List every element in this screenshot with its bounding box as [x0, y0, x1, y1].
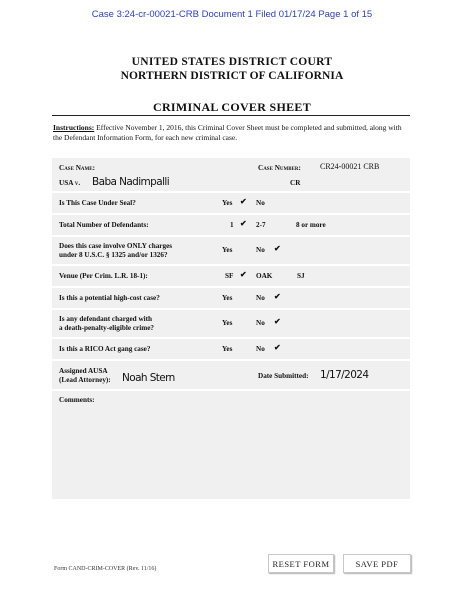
case-name-field[interactable]: Baba Nadimpalli [92, 176, 170, 188]
case-name-prefix: USA v. [59, 179, 81, 187]
instructions [53, 123, 409, 142]
ausa-label-2: (Lead Attorney): [59, 376, 111, 384]
sealed-yes-option[interactable]: Yes [222, 199, 233, 207]
ausa-field[interactable]: Noah Stern [122, 372, 175, 384]
death-penalty-label-1: Is any defendant charged with [59, 315, 153, 323]
venue-oak-option[interactable]: OAK [256, 272, 273, 280]
rico-no-option[interactable]: No [256, 345, 265, 353]
usc-yes-option[interactable]: Yes [222, 246, 233, 254]
case-number-field[interactable]: CR24-00021 CRB [320, 162, 380, 171]
case-info-row [52, 158, 410, 191]
ausa-row [52, 361, 410, 389]
defendants-opt-2-7[interactable]: 2-7 [256, 221, 266, 229]
case-header-stamp: Case 3:24-cr-00021-CRB Document 1 Filed 01/17/24 Page 1 of 15 [91, 9, 373, 20]
death-penalty-label-2: a death-penalty-eligible crime? [59, 324, 155, 332]
death-penalty-row [52, 310, 410, 337]
defendants-opt-8-plus[interactable]: 8 or more [296, 221, 326, 229]
usc-row [52, 237, 410, 264]
usc-label-1: Does this case involve ONLY charges [59, 242, 173, 250]
death-penalty-no-check-icon[interactable]: ✔ [274, 317, 281, 326]
title-divider [52, 115, 410, 116]
case-number-cr: CR [290, 179, 301, 187]
comments-area[interactable] [52, 391, 410, 499]
rico-no-check-icon[interactable]: ✔ [274, 343, 281, 352]
sealed-label: Is This Case Under Seal? [59, 199, 136, 207]
usc-no-option[interactable]: No [256, 246, 265, 254]
court-district: NORTHERN DISTRICT OF CALIFORNIA [120, 70, 344, 82]
ausa-label-1: Assigned AUSA [59, 367, 108, 375]
usc-no-check-icon[interactable]: ✔ [274, 244, 281, 253]
defendants-opt-1[interactable]: 1 [230, 221, 234, 229]
court-name: UNITED STATES DISTRICT COURT [131, 56, 333, 68]
high-cost-no-option[interactable]: No [256, 294, 265, 302]
comments-label: Comments: [59, 396, 95, 404]
date-submitted-label: Date Submitted: [258, 372, 309, 380]
defendants-label: Total Number of Defendants: [59, 221, 149, 229]
sealed-no-option[interactable]: No [256, 199, 265, 207]
high-cost-row [52, 288, 410, 308]
venue-row [52, 266, 410, 286]
rico-yes-option[interactable]: Yes [222, 345, 233, 353]
venue-sf-option[interactable]: SF [225, 272, 234, 280]
death-penalty-no-option[interactable]: No [256, 319, 265, 327]
high-cost-yes-option[interactable]: Yes [222, 294, 233, 302]
save-pdf-button[interactable]: SAVE PDF [343, 554, 411, 573]
venue-sf-check-icon[interactable]: ✔ [240, 270, 247, 279]
date-submitted-field[interactable]: 1/17/2024 [320, 369, 369, 381]
defendants-row [52, 215, 410, 235]
case-name-label: Case Name: [59, 164, 95, 172]
form-footer: Form CAND-CRIM-COVER (Rev. 11/16) [54, 566, 157, 572]
page-title: CRIMINAL COVER SHEET [152, 100, 312, 114]
death-penalty-yes-option[interactable]: Yes [222, 319, 233, 327]
venue-label: Venue (Per Crim. L.R. 18-1): [59, 272, 148, 280]
venue-sj-option[interactable]: SJ [297, 272, 305, 280]
high-cost-no-check-icon[interactable]: ✔ [274, 292, 281, 301]
rico-label: Is this a RICO Act gang case? [59, 345, 151, 353]
sealed-yes-check-icon[interactable]: ✔ [240, 197, 247, 206]
sealed-row [52, 193, 410, 213]
defendants-1-check-icon[interactable]: ✔ [240, 219, 247, 228]
usc-label-2: under 8 U.S.C. § 1325 and/or 1326? [59, 251, 168, 259]
rico-row [52, 339, 410, 359]
instructions-label: Instructions: [53, 123, 95, 132]
case-number-label: Case Number: [258, 164, 301, 172]
instructions-text: Effective November 1, 2016, this Criminal Cover Sheet must be completed and submitted, along with the Defendant Information Form, for each new criminal case. [53, 123, 402, 142]
high-cost-label: Is this a potential high-cost case? [59, 294, 160, 302]
reset-form-button[interactable]: RESET FORM [268, 554, 334, 573]
